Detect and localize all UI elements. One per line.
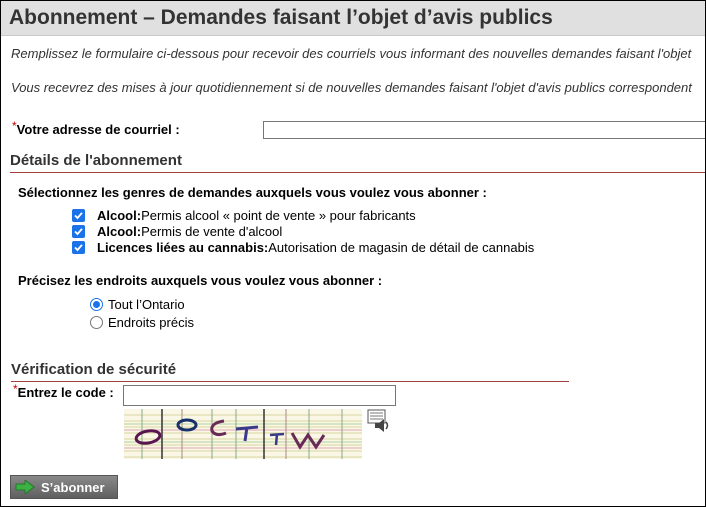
captcha-image [124, 409, 362, 459]
alcohol-sales-license-checkbox[interactable] [72, 225, 85, 238]
email-input[interactable] [263, 121, 706, 139]
all-ontario-radio[interactable] [90, 298, 103, 311]
email-row [12, 121, 706, 139]
request-type-text: Autorisation de magasin de détail de cannabis [268, 239, 535, 255]
request-type-text: Permis de vente d'alcool [141, 223, 283, 239]
request-type-item [72, 239, 534, 255]
title-bar [1, 1, 705, 36]
request-type-bold: Licences liées au cannabis: [97, 239, 269, 255]
places-question: Précisez les endroits auxquels vous voulez vous abonner : [18, 273, 383, 288]
intro-text-1: Remplissez le formulaire ci-dessous pour recevoir des courriels vous informant des nouvelles demandes faisant l'objet [11, 46, 692, 61]
subscription-details-heading: Détails de l'abonnement [10, 152, 706, 173]
required-mark: * [12, 119, 17, 133]
intro-text-2: Vous recevrez des mises à jour quotidiennement si de nouvelles demandes faisant l'objet d'avis publics correspondent [11, 80, 692, 95]
code-row [13, 384, 114, 402]
place-option [90, 313, 194, 331]
page-title: Abonnement – Demandes faisant l’objet d’avis publics [9, 6, 553, 29]
all-ontario-label[interactable]: Tout l’Ontario [108, 296, 185, 312]
request-type-bold: Alcool: [97, 207, 142, 223]
place-option [90, 295, 194, 313]
speaker-icon[interactable] [367, 409, 391, 433]
specific-places-label[interactable]: Endroits précis [108, 314, 194, 330]
arrow-right-icon [15, 480, 35, 494]
request-type-text: Permis alcool « point de vente » pour fabricants [141, 207, 416, 223]
code-input[interactable] [123, 385, 396, 406]
request-type-bold: Alcool: [97, 223, 142, 239]
subscribe-button[interactable] [10, 475, 118, 499]
cannabis-retail-checkbox[interactable] [72, 241, 85, 254]
required-mark: * [13, 382, 18, 396]
subscribe-label: S’abonner [41, 479, 105, 495]
code-label: Entrez le code : [17, 385, 114, 400]
request-types-list [72, 207, 534, 255]
places-radio-group [90, 295, 194, 331]
specific-places-radio[interactable] [90, 316, 103, 329]
request-type-item [72, 207, 534, 223]
types-question: Sélectionnez les genres de demandes auxquels vous voulez vous abonner : [18, 185, 487, 200]
security-heading: Vérification de sécurité [11, 361, 569, 382]
request-type-item [72, 223, 534, 239]
email-label: Votre adresse de courriel : [16, 122, 180, 137]
alcohol-point-of-sale-checkbox[interactable] [72, 209, 85, 222]
